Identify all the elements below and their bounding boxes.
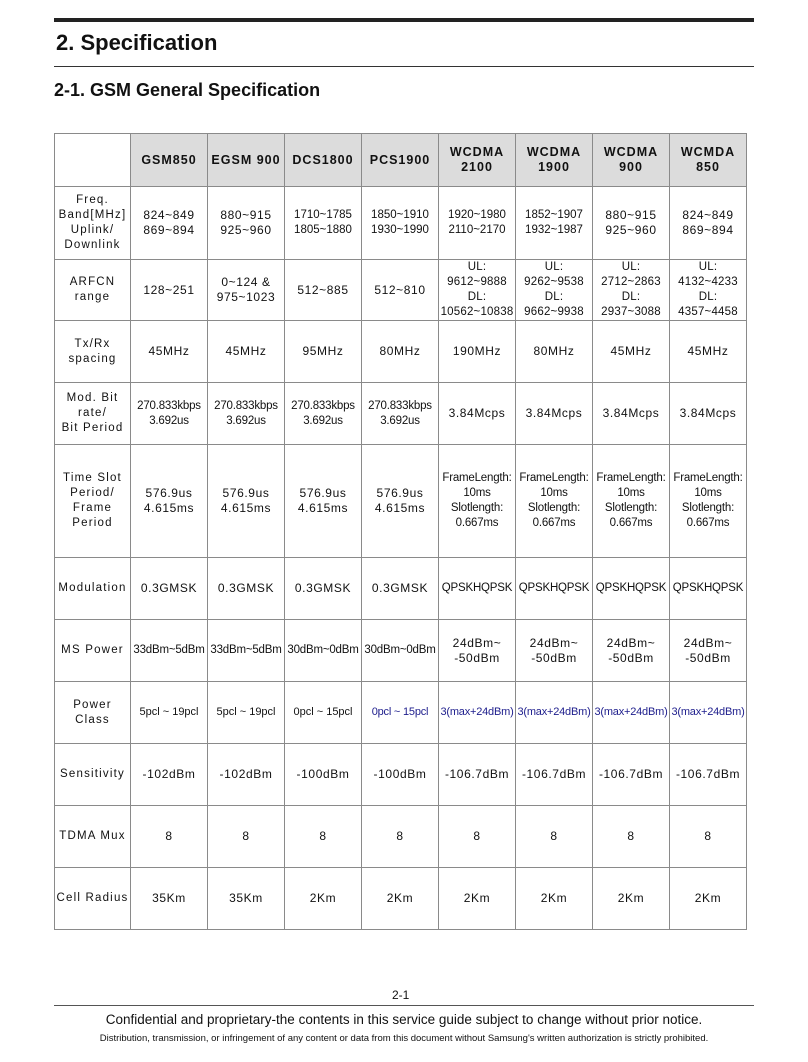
table-cell: 35Km [208, 868, 285, 930]
table-cell: FrameLength: 10ms Slotlength: 0.667ms [439, 445, 516, 558]
table-cell: 576.9us 4.615ms [285, 445, 362, 558]
table-cell: 2Km [362, 868, 439, 930]
table-cell: 270.833kbps 3.692us [208, 383, 285, 445]
row-label: Modulation [55, 558, 131, 620]
table-cell: 3.84Mcps [516, 383, 593, 445]
table-cell: 824~849 869~894 [670, 187, 747, 260]
table-cell: 0~124 & 975~1023 [208, 260, 285, 321]
table-cell: UL: 2712~2863 DL: 2937~3088 [593, 260, 670, 321]
table-cell: -100dBm [362, 744, 439, 806]
column-header: WCDMA 1900 [516, 134, 593, 187]
table-cell: -100dBm [285, 744, 362, 806]
table-cell: 80MHz [516, 321, 593, 383]
table-cell: 0.3GMSK [208, 558, 285, 620]
table-cell: 3(max+24dBm) [439, 682, 516, 744]
row-label: ARFCN range [55, 260, 131, 321]
table-row [55, 260, 747, 321]
table-cell: 576.9us 4.615ms [131, 445, 208, 558]
table-cell: 45MHz [208, 321, 285, 383]
table-cell: 8 [362, 806, 439, 868]
table-cell: UL: 9612~9888 DL: 10562~10838 [439, 260, 516, 321]
table-cell: UL: 9262~9538 DL: 9662~9938 [516, 260, 593, 321]
table-cell: 35Km [131, 868, 208, 930]
table-cell: 2Km [670, 868, 747, 930]
table-cell: -106.7dBm [439, 744, 516, 806]
table-cell: 1850~1910 1930~1990 [362, 187, 439, 260]
table-cell: 190MHz [439, 321, 516, 383]
table-cell: QPSKHQPSK [593, 558, 670, 620]
table-cell: 30dBm~0dBm [362, 620, 439, 682]
column-header: EGSM 900 [208, 134, 285, 187]
table-row [55, 321, 747, 383]
table-cell: 8 [208, 806, 285, 868]
table-cell: 8 [516, 806, 593, 868]
table-cell: 2Km [593, 868, 670, 930]
table-cell: 2Km [285, 868, 362, 930]
table-cell: 880~915 925~960 [593, 187, 670, 260]
table-cell: 512~885 [285, 260, 362, 321]
table-cell: 8 [670, 806, 747, 868]
page-number: 2-1 [392, 988, 410, 1002]
spec-table [54, 133, 747, 930]
table-cell: 0pcl ~ 15pcl [362, 682, 439, 744]
table-cell: 824~849 869~894 [131, 187, 208, 260]
table-cell: QPSKHQPSK [439, 558, 516, 620]
table-cell: 45MHz [593, 321, 670, 383]
table-cell: 3.84Mcps [670, 383, 747, 445]
footer-confidential: Confidential and proprietary-the contents in this service guide subject to change without prior notice. [105, 1012, 703, 1027]
table-cell: 0pcl ~ 15pcl [285, 682, 362, 744]
table-cell: 33dBm~5dBm [208, 620, 285, 682]
table-row [55, 620, 747, 682]
table-row [55, 868, 747, 930]
table-cell: 3.84Mcps [439, 383, 516, 445]
table-cell: 3(max+24dBm) [670, 682, 747, 744]
row-label: Tx/Rx spacing [55, 321, 131, 383]
table-cell: 576.9us 4.615ms [362, 445, 439, 558]
table-cell: 95MHz [285, 321, 362, 383]
row-label: Freq. Band[MHz] Uplink/ Downlink [55, 187, 131, 260]
heading-rule [54, 66, 754, 67]
table-cell: 8 [131, 806, 208, 868]
column-header: PCS1900 [362, 134, 439, 187]
table-cell: UL: 4132~4233 DL: 4357~4458 [670, 260, 747, 321]
table-cell: 45MHz [670, 321, 747, 383]
table-cell: 3(max+24dBm) [593, 682, 670, 744]
table-row [55, 558, 747, 620]
table-cell: -106.7dBm [670, 744, 747, 806]
section-heading: 2-1. GSM General Specification [54, 80, 321, 100]
table-cell: 1710~1785 1805~1880 [285, 187, 362, 260]
table-row [55, 744, 747, 806]
table-cell: -102dBm [131, 744, 208, 806]
table-cell: 3.84Mcps [593, 383, 670, 445]
table-cell: 270.833kbps 3.692us [131, 383, 208, 445]
table-cell: 24dBm~ -50dBm [593, 620, 670, 682]
footer-distribution: Distribution, transmission, or infringement of any content or data from this document without Samsung's written authorization is strictly prohibited. [99, 1033, 709, 1044]
table-cell: 0.3GMSK [131, 558, 208, 620]
row-label: Time Slot Period/ Frame Period [55, 445, 131, 558]
table-cell: 8 [285, 806, 362, 868]
column-header: WCDMA 900 [593, 134, 670, 187]
table-cell: 3(max+24dBm) [516, 682, 593, 744]
table-row [55, 682, 747, 744]
column-header: WCMDA 850 [670, 134, 747, 187]
row-label: Power Class [55, 682, 131, 744]
table-cell: QPSKHQPSK [516, 558, 593, 620]
table-row [55, 187, 747, 260]
table-cell: 880~915 925~960 [208, 187, 285, 260]
table-cell: FrameLength: 10ms Slotlength: 0.667ms [593, 445, 670, 558]
table-cell: 8 [593, 806, 670, 868]
row-label: Cell Radius [55, 868, 131, 930]
table-cell: 0.3GMSK [362, 558, 439, 620]
row-label: MS Power [55, 620, 131, 682]
table-cell: -106.7dBm [593, 744, 670, 806]
column-header: GSM850 [131, 134, 208, 187]
table-cell: QPSKHQPSK [670, 558, 747, 620]
table-cell: 24dBm~ -50dBm [670, 620, 747, 682]
table-cell: 576.9us 4.615ms [208, 445, 285, 558]
table-row [55, 806, 747, 868]
table-cell: FrameLength: 10ms Slotlength: 0.667ms [670, 445, 747, 558]
row-label: Mod. Bit rate/ Bit Period [55, 383, 131, 445]
table-cell: 0.3GMSK [285, 558, 362, 620]
table-cell: -106.7dBm [516, 744, 593, 806]
table-cell: 2Km [516, 868, 593, 930]
table-cell: 24dBm~ -50dBm [516, 620, 593, 682]
page-heading: 2. Specification [56, 30, 218, 55]
table-cell: 270.833kbps 3.692us [285, 383, 362, 445]
footer-rule [54, 1005, 754, 1006]
table-cell: 5pcl ~ 19pcl [208, 682, 285, 744]
table-cell: 45MHz [131, 321, 208, 383]
table-row [55, 383, 747, 445]
table-cell: 30dBm~0dBm [285, 620, 362, 682]
column-header: WCDMA 2100 [439, 134, 516, 187]
table-cell: FrameLength: 10ms Slotlength: 0.667ms [516, 445, 593, 558]
table-cell: 8 [439, 806, 516, 868]
table-cell: 1920~1980 2110~2170 [439, 187, 516, 260]
table-cell: 1852~1907 1932~1987 [516, 187, 593, 260]
top-rule [54, 18, 754, 22]
table-cell: 270.833kbps 3.692us [362, 383, 439, 445]
row-label: Sensitivity [55, 744, 131, 806]
table-cell: 2Km [439, 868, 516, 930]
header-row [55, 134, 747, 187]
table-row [55, 445, 747, 558]
table-cell: 5pcl ~ 19pcl [131, 682, 208, 744]
table-cell: 80MHz [362, 321, 439, 383]
table-cell: 24dBm~ -50dBm [439, 620, 516, 682]
row-label: TDMA Mux [55, 806, 131, 868]
column-header: DCS1800 [285, 134, 362, 187]
corner-cell [55, 134, 131, 187]
table-cell: -102dBm [208, 744, 285, 806]
table-cell: 512~810 [362, 260, 439, 321]
table-cell: 33dBm~5dBm [131, 620, 208, 682]
table-cell: 128~251 [131, 260, 208, 321]
